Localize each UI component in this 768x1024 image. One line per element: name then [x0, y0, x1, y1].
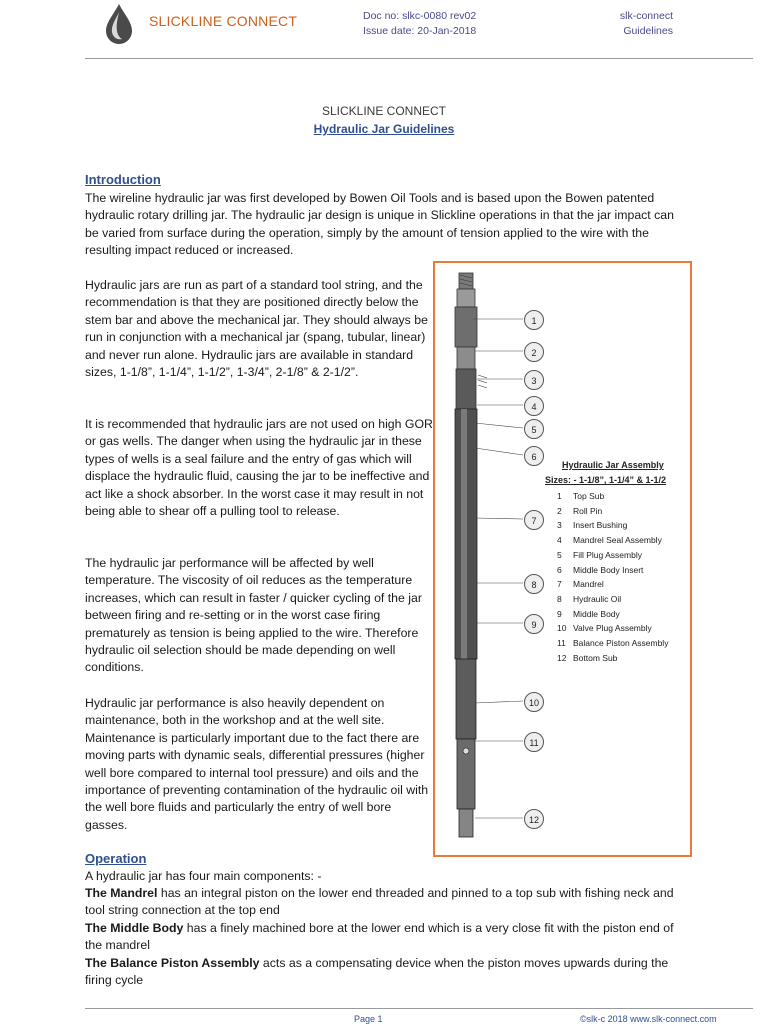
- callout-9: 9: [524, 614, 544, 634]
- introduction-heading: Introduction: [85, 172, 161, 187]
- introduction-text: The wireline hydraulic jar was first developed by Bowen Oil Tools and is based upon the Bowen patented hydraulic rotary drilling jar. The hydraulic jar design is unique in Slickline operations in that the jar impact can be varied from surface during the operation, simply by the amount of tension applied to the wire with the resulting impact reduced or increased.: [85, 191, 674, 258]
- assembly-sizes: Sizes: - 1-1/8”, 1-1/4” & 1-1/2: [545, 475, 667, 485]
- footer-copyright: ©slk-c 2018 www.slk-connect.com: [580, 1014, 717, 1024]
- page-number: Page 1: [354, 1014, 383, 1024]
- callout-8: 8: [524, 574, 544, 594]
- callout-10: 10: [524, 692, 544, 712]
- paragraph-maintenance: Hydraulic jar performance is also heavily dependent on maintenance, both in the workshop and at the well site. Maintenance is particularly important due to the fact there are moving parts with dynamic seals, differential pressures (higher well bore compared to internal tool pressure) and oils and the importance of preventing contamination of the hydraulic oil with the well bore fluids and particularly the entry of well bore gasses.: [85, 696, 429, 832]
- list-item: 1 Top Sub: [557, 491, 605, 501]
- callout-2: 2: [524, 342, 544, 362]
- list-item: 4 Mandrel Seal Assembly: [557, 535, 662, 546]
- assembly-parts-list: [557, 489, 668, 665]
- list-item: 3 Insert Bushing: [557, 520, 628, 531]
- list-item: 7 Mandrel: [557, 579, 604, 590]
- list-item: 12 Bottom Sub: [557, 652, 618, 663]
- document-title: Hydraulic Jar Guidelines: [313, 122, 455, 136]
- callout-5: 5: [524, 419, 544, 439]
- document-info: [363, 9, 476, 39]
- paragraph-gas-wells: It is recommended that hydraulic jars are not used on high GOR or gas wells. The danger when using the hydraulic jar in these types of wells is a seal failure and the entry of gas which will displace the hydraulic fluid, causing the jar to be ineffective and act like a shock absorber. In the worst case it may result in not being able to shear off a pulling tool to release.: [85, 417, 433, 519]
- callout-12: 12: [524, 809, 544, 829]
- site-name: slk-connect: [619, 10, 673, 22]
- callout-3: 3: [524, 370, 544, 390]
- header-divider: [85, 58, 753, 59]
- list-item: 8 Hydraulic Oil: [557, 593, 622, 604]
- issue-date: Issue date: 20-Jan-2018: [363, 25, 477, 37]
- brand-name: SLICKLINE CONNECT: [149, 13, 298, 29]
- paragraph-toolstring: Hydraulic jars are run as part of a standard tool string, and the recommendation is that they are positioned directly below the stem bar and above the mechanical jar. They should always be run in conjunction with a mechanical jar (spang, tubular, linear) and never run alone. Hydraulic jars are available in standard sizes, 1-1/8”, 1-1/4”, 1-1/2”, 1-3/4”, 2-1/8” & 2-1/2”.: [85, 278, 428, 380]
- callout-4: 4: [524, 396, 544, 416]
- list-item: 2 Roll Pin: [557, 505, 603, 516]
- footer-divider: [85, 1008, 753, 1009]
- callout-1: 1: [524, 310, 544, 330]
- doc-number: Doc no: slkc-0080 rev02: [363, 10, 477, 22]
- operation-heading: Operation: [85, 851, 147, 866]
- assembly-title: Hydraulic Jar Assembly: [562, 460, 664, 470]
- operation-item-balance-piston: The Balance Piston Assembly acts as a compensating device when the piston moves upwards during the firing cycle: [85, 956, 669, 988]
- operation-item-mandrel: The Mandrel has an integral piston on the lower end threaded and pinned to a top sub with fishing neck and tool string connection at the top end: [85, 886, 674, 918]
- document-company: SLICKLINE CONNECT: [321, 104, 447, 118]
- slickline-logo-icon: [102, 2, 136, 46]
- paragraph-temperature: The hydraulic jar performance will be affected by well temperature. The viscosity of oil reduces as the temperature increases, which can result in faster / quicker cycling of the jar between firing and re-setting or in the worst case firing prematurely as tension is being applied to the wire. Therefore hydraulic oil selection should be made depending on well conditions.: [85, 556, 422, 675]
- list-item: 10 Valve Plug Assembly: [557, 623, 652, 634]
- callout-11: 11: [524, 732, 544, 752]
- site-info: [560, 9, 673, 39]
- callout-7: 7: [524, 510, 544, 530]
- callout-6: 6: [524, 446, 544, 466]
- list-item: 6 Middle Body Insert: [557, 564, 644, 575]
- operation-item-middle-body: The Middle Body has a finely machined bore at the lower end which is a very close fit with the piston end of the mandrel: [85, 921, 674, 953]
- doc-category: Guidelines: [623, 25, 673, 37]
- list-item: 5 Fill Plug Assembly: [557, 549, 642, 560]
- list-item: 9 Middle Body: [557, 608, 620, 619]
- operation-intro: A hydraulic jar has four main components: -: [85, 869, 322, 883]
- list-item: 11 Balance Piston Assembly: [557, 638, 669, 649]
